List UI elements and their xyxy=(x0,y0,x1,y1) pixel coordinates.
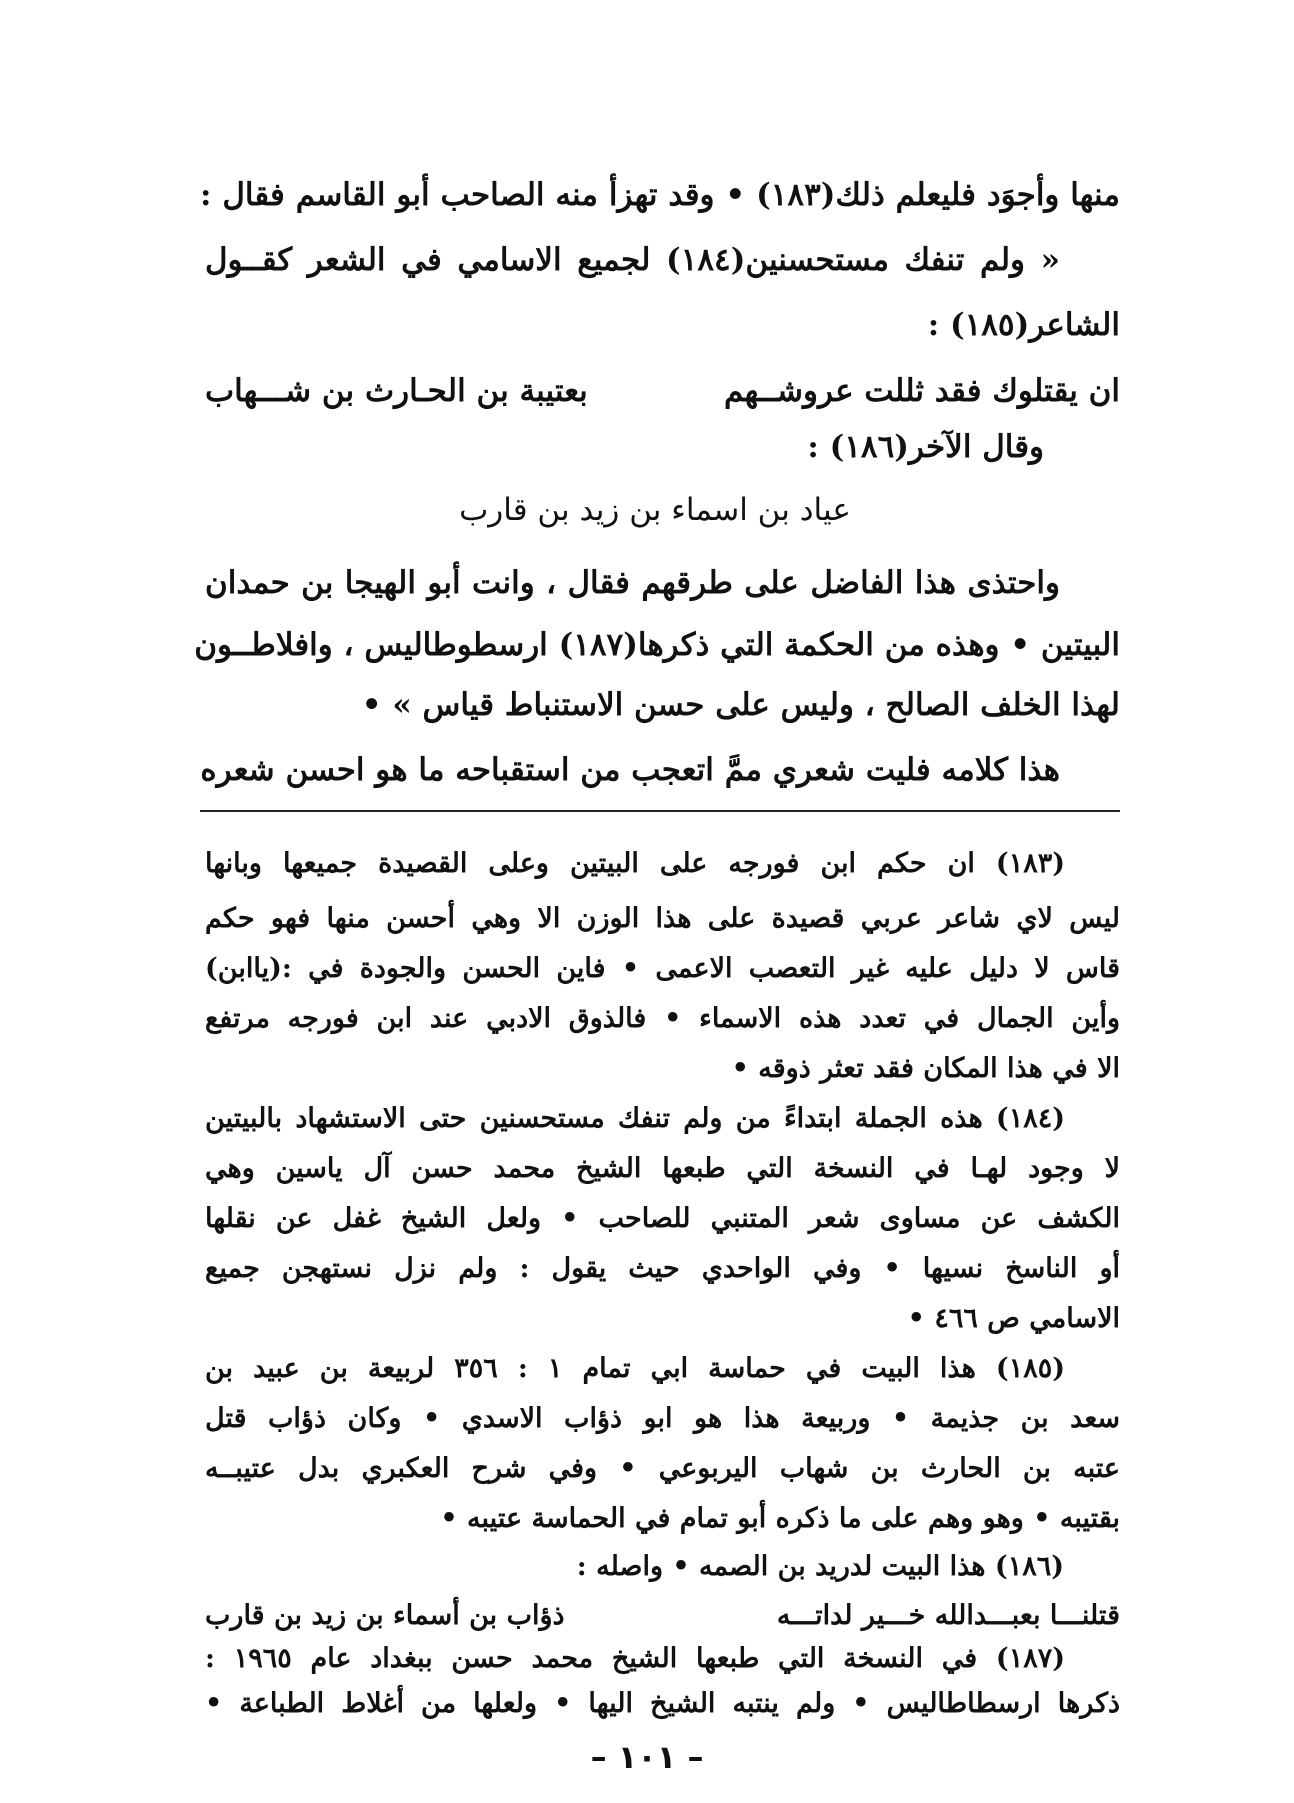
body-line-2: « ولم تنفك مستحسنين(١٨٤) لجميع الاسامي في الشعر كقــول xyxy=(205,242,1061,278)
body-line-9: لهذا الخلف الصالح ، وليس على حسن الاستنباط قياس » • xyxy=(361,687,1120,723)
footnote-183-line-5: الا في هذا المكان فقد تعثر ذوقه • xyxy=(731,1053,1120,1084)
footnote-183-line-3: قاس لا دليل عليه غير التعصب الاعمى • فاين الحسن والجودة في :(ياابن) xyxy=(205,953,1120,984)
quoted-verse: عياد بن اسماء بن زيد بن قارب xyxy=(459,492,851,528)
verse-1-second-hemistich: بعتيبة بن الحـارث بن شـــهاب xyxy=(205,373,588,409)
footnote-183-line-2: ليس لاي شاعر عربي قصيدة على هذا الوزن الا وهي أحسن منها فهو حكم xyxy=(205,903,1120,934)
body-line-1: منها وأجوَد فليعلم ذلك(١٨٣) • وقد تهزأ منه الصاحب أبو القاسم فقال : xyxy=(200,177,1120,213)
body-line-7: واحتذى هذا الفاضل على طرقهم فقال ، وانت أبو الهيجا بن حمدان xyxy=(205,565,1060,601)
body-line-10: هذا كلامه فليت شعري ممَّ اتعجب من استقباحه ما هو احسن شعره xyxy=(200,752,1060,788)
page-number: – ١٠١ – xyxy=(590,1738,704,1776)
body-line-8: البيتين • وهذه من الحكمة التي ذكرها(١٨٧) ارسطوطاليس ، وافلاطــون xyxy=(194,627,1120,663)
footnote-184-line-4: أو الناسخ نسيها • وفي الواحدي حيث يقول : ولم نزل نستهجن جميع xyxy=(205,1253,1120,1284)
footnote-184-line-3: الكشف عن مساوى شعر المتنبي للصاحب • ولعل الشيخ غفل عن نقلها xyxy=(205,1203,1120,1234)
body-line-5: وقال الآخر(١٨٦) : xyxy=(807,429,1044,465)
footnote-verse-second-hemistich: ذؤاب بن أسماء بن زيد بن قارب xyxy=(205,1600,565,1631)
footnote-185-line-1: (١٨٥) هذا البيت في حماسة ابي تمام ١ : ٣٥٦ لربيعة بن عبيد بن xyxy=(205,1353,1065,1384)
footnote-separator xyxy=(200,810,1120,812)
footnote-185-line-4: بقتيبه • وهو وهم على ما ذكره أبو تمام في الحماسة عتيبه • xyxy=(440,1503,1120,1534)
footnote-187-line-1: (١٨٧) في النسخة التي طبعها الشيخ محمد حسن ببغداد عام ١٩٦٥ : xyxy=(205,1643,1065,1674)
footnote-183-line-4: وأين الجمال في تعدد هذه الاسماء • فالذوق الادبي عند ابن فورجه مرتفع xyxy=(205,1003,1120,1034)
footnote-185-line-3: عتبه بن الحارث بن شهاب اليربوعي • وفي شرح العكبري بدل عتيبــه xyxy=(205,1453,1120,1484)
footnote-183-line-1: (١٨٣) ان حكم ابن فورجه على البيتين وعلى القصيدة جميعها وبانها xyxy=(205,848,1065,879)
footnote-verse-first-hemistich: قتلنـــا بعبـــدالله خـــير لداتـــه xyxy=(776,1600,1120,1631)
footnote-184-line-1: (١٨٤) هذه الجملة ابتداءً من ولم تنفك مستحسنين حتى الاستشهاد بالبيتين xyxy=(205,1103,1065,1134)
footnote-184-line-2: لا وجود لهـا في النسخة التي طبعها الشيخ محمد حسن آل ياسين وهي xyxy=(205,1153,1120,1184)
verse-1-first-hemistich: ان يقتلوك فقد ثللت عروشــهم xyxy=(723,373,1120,409)
footnote-184-line-5: الاسامي ص ٤٦٦ • xyxy=(907,1303,1120,1334)
footnote-185-line-2: سعد بن جذيمة • وربيعة هذا هو ابو ذؤاب الاسدي • وكان ذؤاب قتل xyxy=(205,1403,1120,1434)
body-line-3: الشاعر(١٨٥) : xyxy=(927,307,1120,343)
footnote-186-verse xyxy=(205,1600,1120,1631)
footnote-187-line-2: ذكرها ارسطاطاليس • ولم ينتبه الشيخ اليها • ولعلها من أغلاط الطباعة • xyxy=(205,1688,1120,1719)
footnote-186-line-1: (١٨٦) هذا البيت لدريد بن الصمه • واصله : xyxy=(576,1551,1064,1582)
verse-1 xyxy=(205,373,1120,409)
